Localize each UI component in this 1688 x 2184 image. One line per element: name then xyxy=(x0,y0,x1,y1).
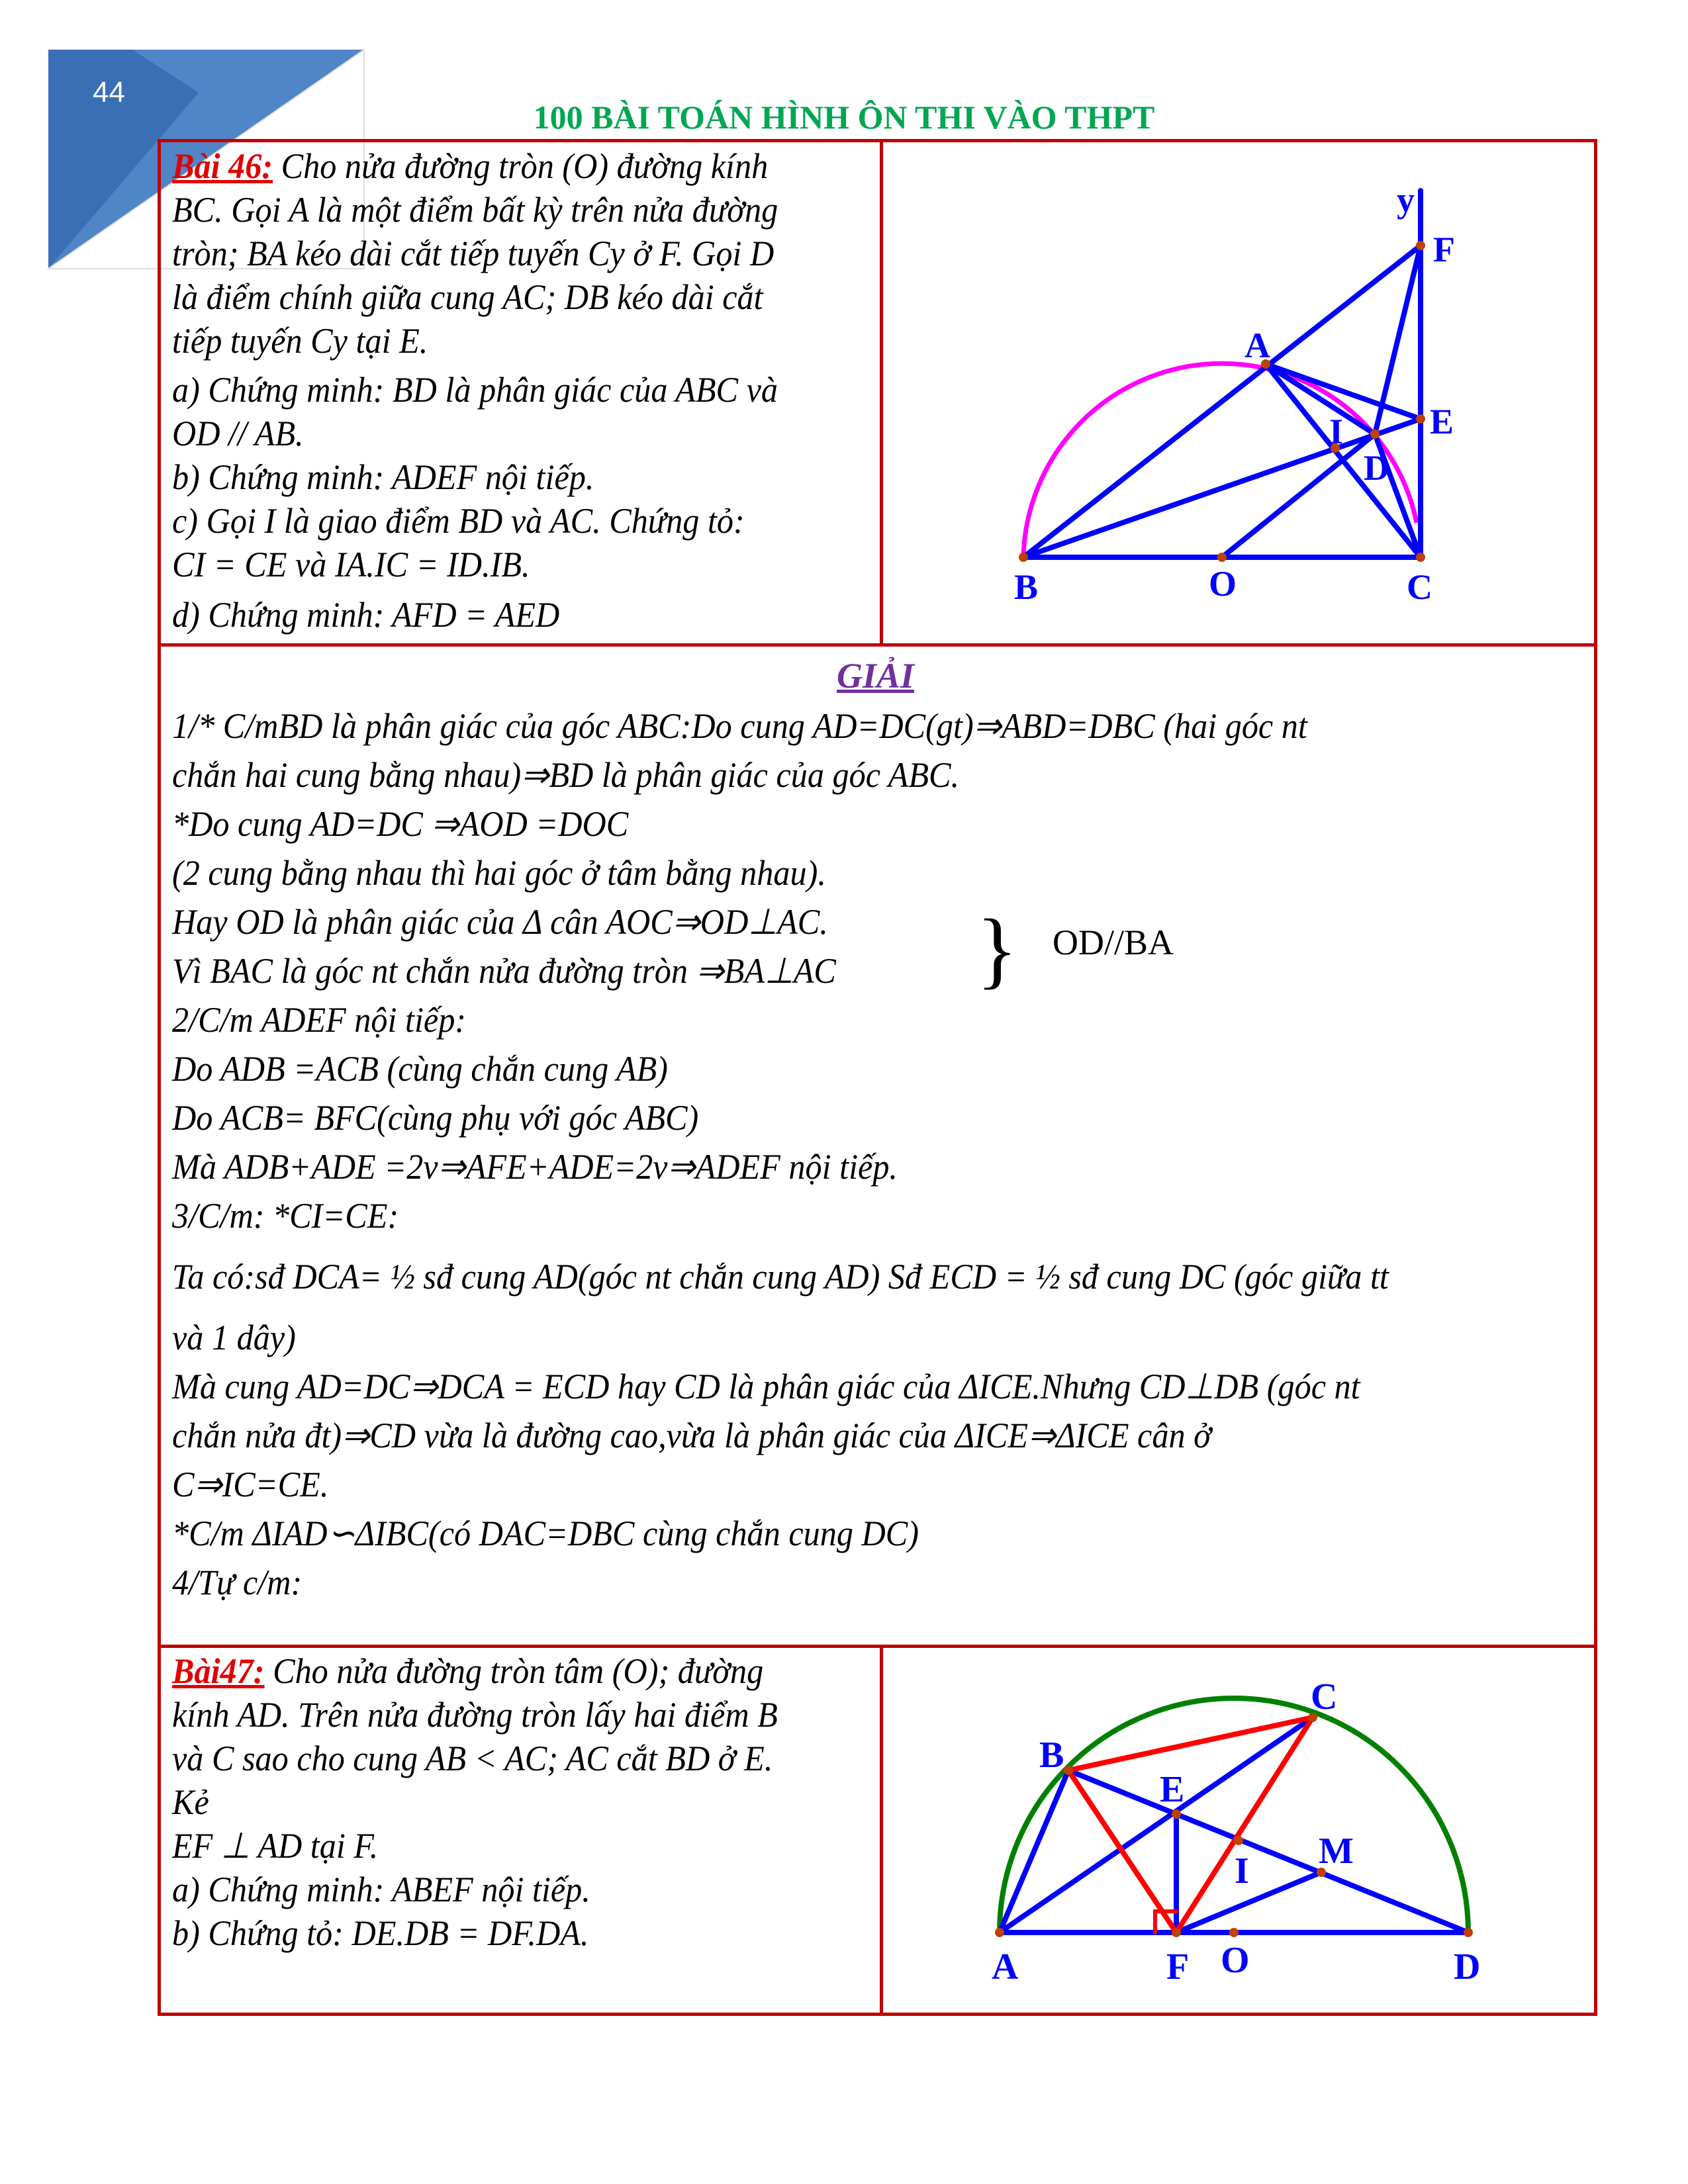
label-O: O xyxy=(1209,564,1237,604)
text-line: Hay OD là phân giác của Δ cân AOC⇒OD⊥AC. xyxy=(172,902,828,942)
label-E: E xyxy=(1430,402,1454,441)
header-title: 100 BÀI TOÁN HÌNH ÔN THI VÀO THPT xyxy=(533,99,1155,136)
text-line: EF ⊥ AD tại F. xyxy=(172,1826,379,1866)
text-line: là điểm chính giữa cung AC; DB kéo dài cắt xyxy=(172,277,763,317)
text-line: C⇒IC=CE. xyxy=(172,1465,329,1504)
segment-BE xyxy=(1023,419,1421,557)
solution-text xyxy=(172,702,1480,1607)
text-line: tròn; BA kéo dài cắt tiếp tuyến Cy ở F. Gọi D xyxy=(172,234,774,273)
bai47-text xyxy=(172,1649,823,1955)
semicircle-arc xyxy=(1023,363,1417,557)
text-line: Kẻ xyxy=(172,1782,209,1822)
label-A: A xyxy=(992,1946,1019,1987)
label-y: y xyxy=(1397,180,1415,220)
label-I: I xyxy=(1329,412,1344,451)
text-line: d) Chứng minh: AFD = AED xyxy=(172,595,560,635)
text-line: b) Chứng minh: ADEF nội tiếp. xyxy=(172,457,594,497)
text-line: 4/Tự c/m: xyxy=(172,1563,303,1602)
label-B: B xyxy=(1039,1735,1064,1776)
label-C: C xyxy=(1407,567,1432,607)
text-line: Ta có:sđ DCA= ½ sđ cung AD(góc nt chắn cung AD) Sđ ECD = ½ sđ cung DC (góc giữa tt xyxy=(172,1257,1389,1297)
text-line: 3/C/m: *CI=CE: xyxy=(172,1196,399,1236)
text-line: Cho nửa đường tròn tâm (O); đường xyxy=(273,1651,764,1691)
text-line: chắn nửa đt)⇒CD vừa là đường cao,vừa là phân giác của ΔICE⇒ΔICE cân ở xyxy=(172,1416,1211,1455)
brace-result: OD//BA xyxy=(1053,923,1174,962)
segment-OD xyxy=(1222,434,1375,557)
page-number: 44 xyxy=(93,76,125,109)
label-E: E xyxy=(1160,1769,1185,1810)
text-line: Do ACB= BFC(cùng phụ với góc ABC) xyxy=(172,1098,699,1138)
text-line: tiếp tuyến Cy tại E. xyxy=(172,321,428,361)
text-line: và 1 dây) xyxy=(172,1318,296,1357)
text-line: b) Chứng tỏ: DE.DB = DF.DA. xyxy=(172,1913,589,1953)
text-line: (2 cung bằng nhau thì hai góc ở tâm bằng nhau). xyxy=(172,853,826,893)
brace: } xyxy=(976,902,1018,997)
label-F: F xyxy=(1166,1946,1190,1987)
bai46-label: Bài 46: xyxy=(172,146,273,186)
text-line: a) Chứng minh: ABEF nội tiếp. xyxy=(172,1870,590,1909)
solution-title: GIẢI xyxy=(836,656,915,696)
label-O: O xyxy=(1221,1940,1250,1981)
text-line: Mà cung AD=DC⇒DCA = ECD hay CD là phân giác của ΔICE.Nhưng CD⊥DB (góc nt xyxy=(172,1367,1360,1406)
segment-BF xyxy=(1023,246,1421,557)
label-D: D xyxy=(1364,448,1389,488)
label-C: C xyxy=(1311,1676,1338,1717)
label-I: I xyxy=(1235,1850,1249,1891)
text-line: kính AD. Trên nửa đường tròn lấy hai điểm B xyxy=(172,1695,778,1735)
label-F: F xyxy=(1433,230,1455,269)
bai47-label: Bài47: xyxy=(172,1651,265,1691)
text-line: Vì BAC là góc nt chắn nửa đường tròn ⇒BA⊥AC xyxy=(172,951,836,991)
text-line: Do ADB =ACB (cùng chắn cung AB) xyxy=(172,1049,668,1089)
text-line: a) Chứng minh: BD là phân giác của ABC và xyxy=(172,370,778,410)
text-line: và C sao cho cung AB < AC; AC cắt BD ở E. xyxy=(172,1739,773,1778)
label-B: B xyxy=(1014,567,1039,607)
label-M: M xyxy=(1319,1831,1354,1872)
text-line: 1/* C/mBD là phân giác của góc ABC:Do cung AD=DC(gt)⇒ABD=DBC (hai góc nt xyxy=(172,706,1307,746)
text-line: OD // AB. xyxy=(172,414,304,453)
text-line: 2/C/m ADEF nội tiếp: xyxy=(172,1000,467,1040)
label-A: A xyxy=(1244,326,1270,365)
segment-BD xyxy=(1068,1770,1468,1933)
text-line: chắn hai cung bằng nhau)⇒BD là phân giác của góc ABC. xyxy=(172,755,960,795)
text-line: *Do cung AD=DC ⇒AOD =DOC xyxy=(172,804,629,844)
text-line: c) Gọi I là giao điểm BD và AC. Chứng tỏ: xyxy=(172,501,745,541)
text-line: Cho nửa đường tròn (O) đường kính xyxy=(281,146,769,186)
text-line: *C/m ΔIAD∽ΔIBC(có DAC=DBC cùng chắn cung DC) xyxy=(172,1514,919,1553)
text-line: Mà ADB+ADE =2v⇒AFE+ADE=2v⇒ADEF nội tiếp. xyxy=(172,1147,898,1187)
label-D: D xyxy=(1454,1946,1481,1987)
text-line: BC. Gọi A là một điểm bất kỳ trên nửa đường xyxy=(172,190,778,230)
text-line: CI = CE và IA.IC = ID.IB. xyxy=(172,545,530,584)
